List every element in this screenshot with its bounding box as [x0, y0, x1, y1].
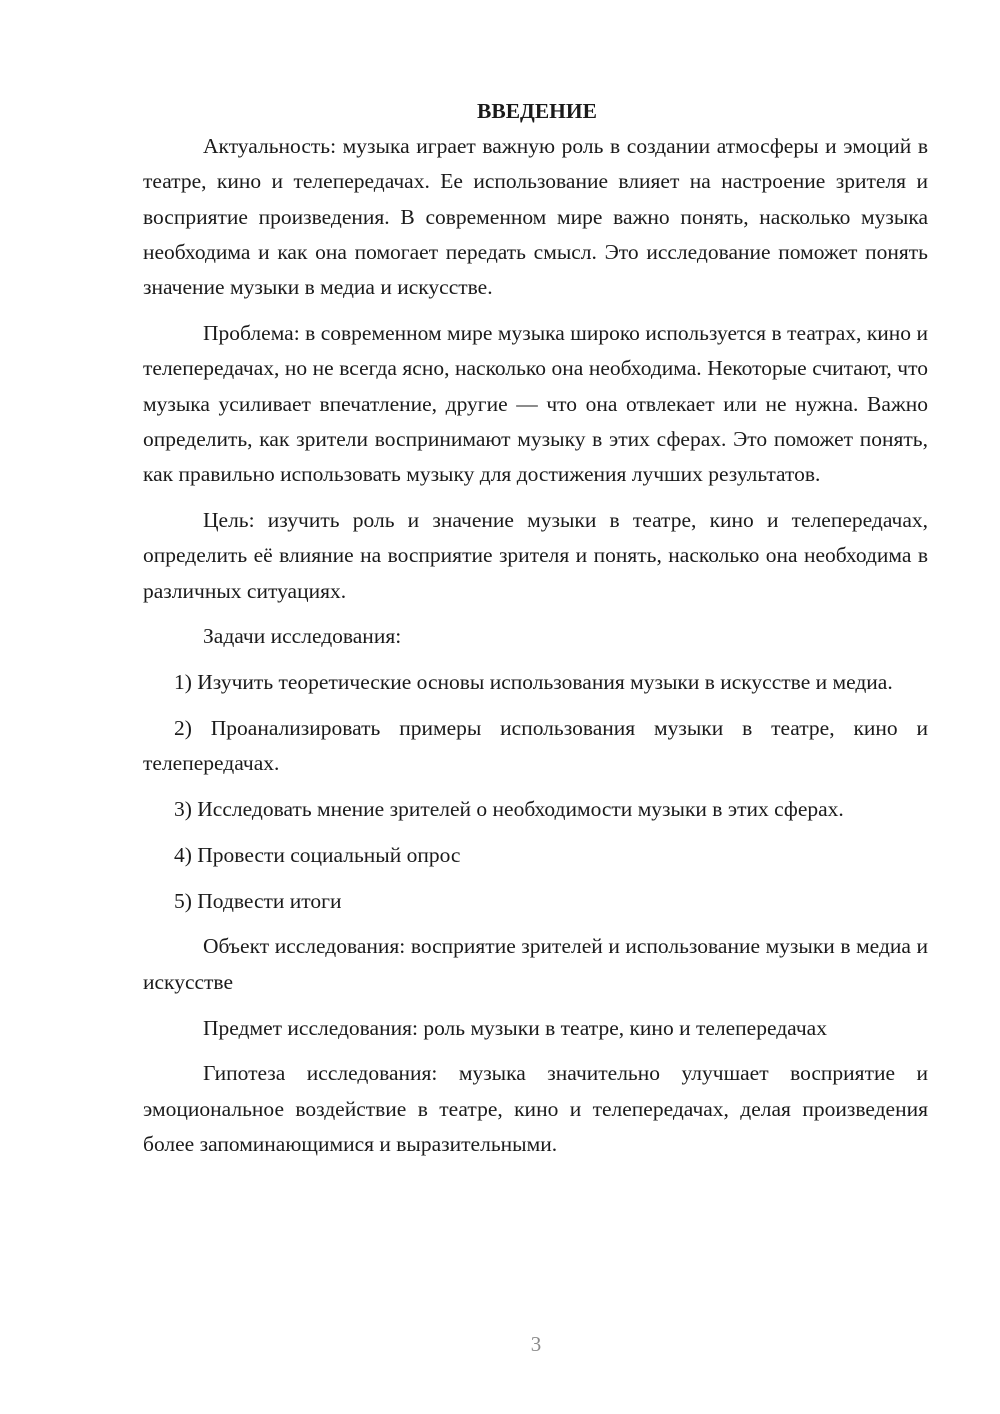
task-item-1: 1) Изучить теоретические основы использования музыки в искусстве и медиа.: [174, 670, 893, 695]
paragraph-relevance: Актуальность: музыка играет важную роль в создании атмосферы и эмоций в театре, кино и телепередачах. Ее использование влияет на настроение зрителя и восприятие произведения. В современном мире важно понять, насколько музыка необходима и как она помогает передать смысл. Это исследование поможет понять значение музыки в медиа и искусстве.: [143, 134, 928, 300]
paragraph-goal: Цель: изучить роль и значение музыки в театре, кино и телепередачах, определить её влияние на восприятие зрителя и понять, насколько она необходима в различных ситуациях.: [143, 507, 928, 603]
page-number: 3: [530, 1332, 542, 1356]
section-title: ВВЕДЕНИЕ: [477, 99, 597, 123]
task-item-2: 2) Проанализировать примеры использования музыки в театре, кино и телепередачах.: [143, 715, 928, 776]
paragraph-subject: Предмет исследования: роль музыки в театре, кино и телепередачах: [203, 1015, 827, 1040]
paragraph-tasks-heading: Задачи исследования:: [203, 624, 402, 649]
task-item-5: 5) Подвести итоги: [174, 888, 342, 913]
paragraph-object: Объект исследования: восприятие зрителей и использование музыки в медиа и искусстве: [143, 934, 928, 994]
task-item-3: 3) Исследовать мнение зрителей о необходимости музыки в этих сферах.: [174, 797, 844, 822]
task-item-4: 4) Провести социальный опрос: [174, 842, 461, 867]
document-page: [143, 94, 928, 1162]
paragraph-hypothesis: Гипотеза исследования: музыка значительно улучшает восприятие и эмоциональное воздействие в театре, кино и телепередачах, делая произведения более запоминающимися и выразительными.: [143, 1061, 928, 1156]
paragraph-problem: Проблема: в современном мире музыка широко используется в театрах, кино и телепередачах, но не всегда ясно, насколько она необходима. Некоторые считают, что музыка усиливает впечатление, другие — что она отвлекает или не нужна. Важно определить, как зрители воспринимают музыку в этих сферах. Это поможет понять, как правильно использовать музыку для достижения лучших результатов.: [143, 320, 928, 487]
